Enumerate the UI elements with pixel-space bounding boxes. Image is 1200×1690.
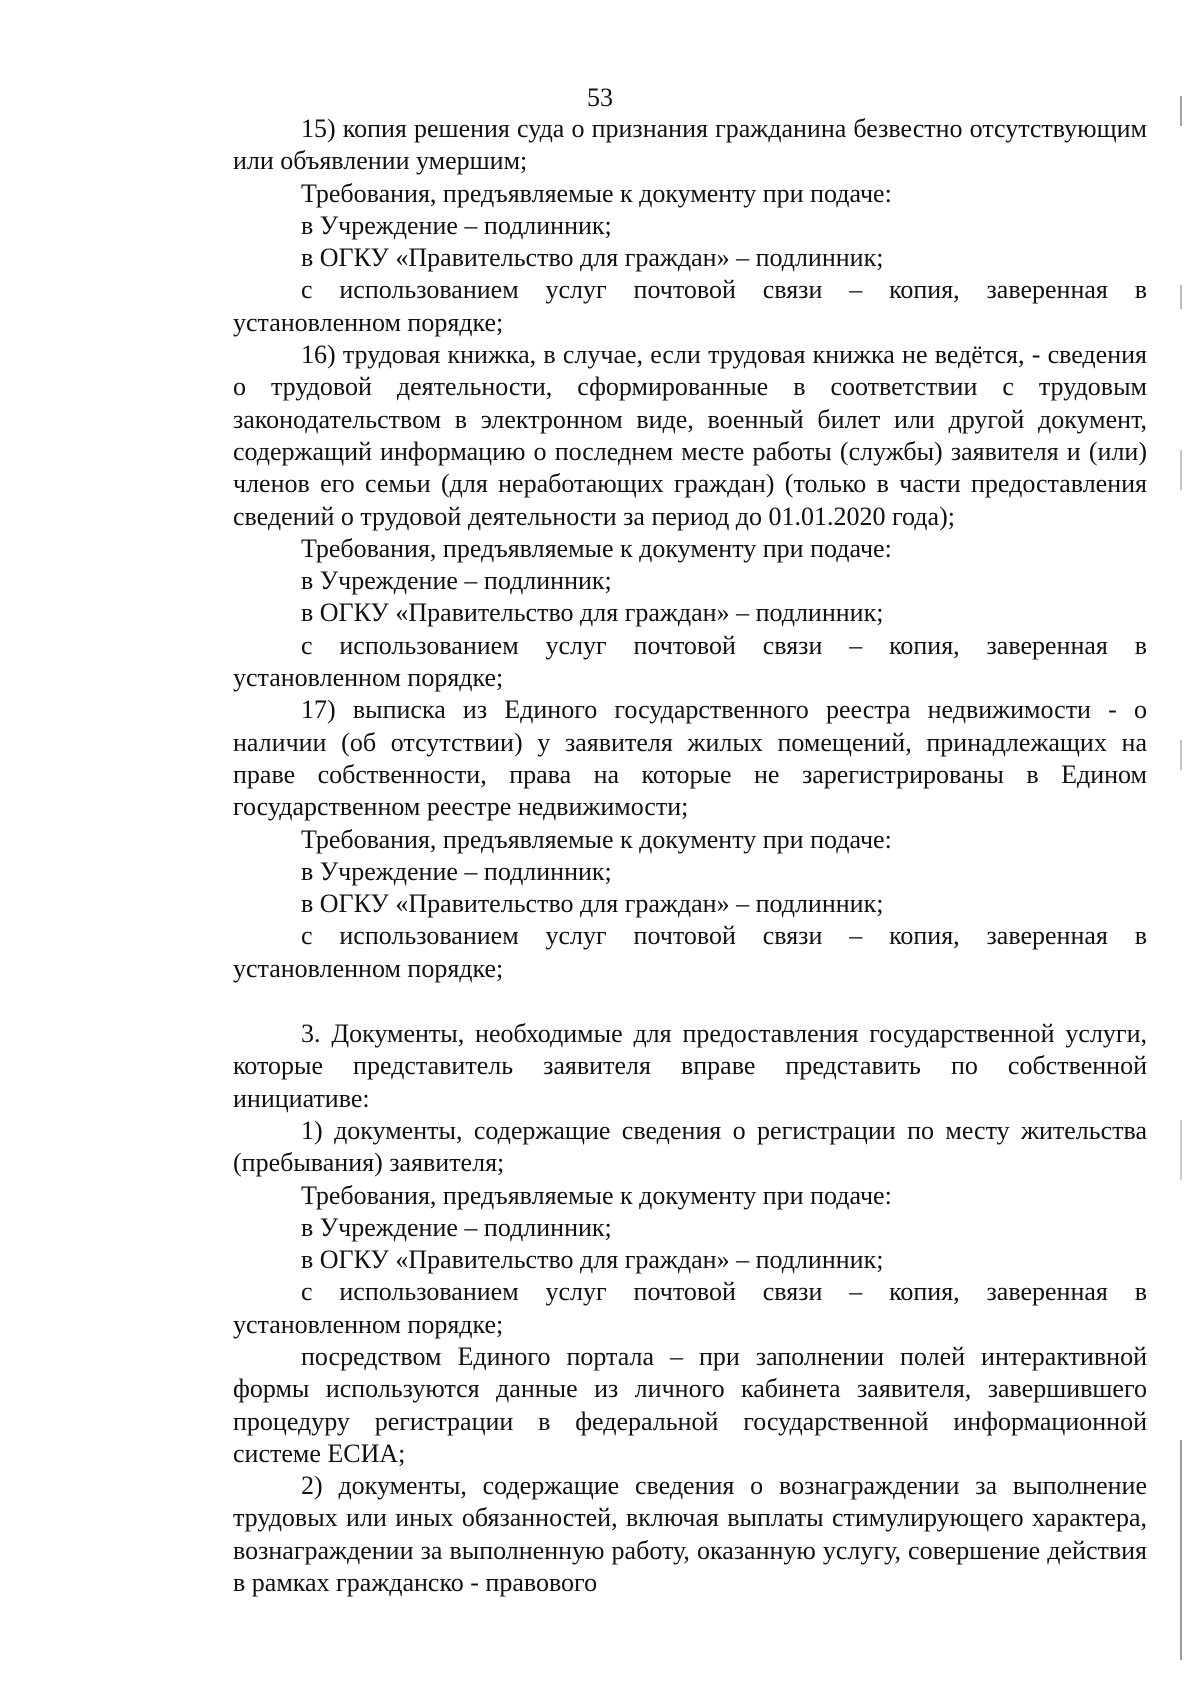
requirement-ogku: в ОГКУ «Правительство для граждан» – подлинник; [301, 243, 884, 273]
requirements-heading: Требования, предъявляемые к документу при подаче: [301, 533, 892, 563]
requirement-postal: с использованием услуг почтовой связи – копия, заверенная в установленном порядке; [233, 275, 1147, 337]
requirements-heading: Требования, предъявляемые к документу при подаче: [301, 178, 892, 208]
scan-artifact [1180, 96, 1182, 126]
scan-artifact [1180, 740, 1182, 770]
scan-artifact [1180, 285, 1182, 309]
paragraph-item-15: 15) копия решения суда о признания гражданина безвестно отсутствующим или объявлении умершим; [233, 114, 1147, 176]
paragraph-item-16: 16) трудовая книжка, в случае, если трудовая книжка не ведётся, - сведения о трудовой деятельности, сформированные в соответствии с трудовым законодательством в электронном виде, военный билет или другой документ, содержащий информацию о последнем месте работы (службы) заявителя и (или) членов его семьи (для неработающих граждан) (только в части предоставления сведений о трудовой деятельности за период до 01.01.2020 года); [233, 340, 1147, 531]
scan-artifact [1180, 1120, 1182, 1180]
body-text [233, 113, 1147, 1599]
requirement-postal: с использованием услуг почтовой связи – копия, заверенная в установленном порядке; [233, 1277, 1147, 1339]
section-3-heading: 3. Документы, необходимые для предоставления государственной услуги, которые представитель заявителя вправе представить по собственной инициативе: [233, 1019, 1147, 1113]
requirement-institution: в Учреждение – подлинник; [301, 566, 612, 596]
requirement-ogku: в ОГКУ «Правительство для граждан» – подлинник; [301, 598, 884, 628]
requirement-institution: в Учреждение – подлинник; [301, 1212, 612, 1242]
requirement-ogku: в ОГКУ «Правительство для граждан» – подлинник; [301, 1245, 884, 1275]
section-gap [233, 985, 1147, 1018]
requirements-heading: Требования, предъявляемые к документу при подаче: [301, 824, 892, 854]
paragraph-item-1: 1) документы, содержащие сведения о регистрации по месту жительства (пребывания) заявителя; [233, 1115, 1147, 1178]
scan-artifact [1180, 1440, 1182, 1660]
scan-artifact [1180, 450, 1182, 490]
requirement-institution: в Учреждение – подлинник; [301, 856, 612, 886]
paragraph-item-17: 17) выписка из Единого государственного реестра недвижимости - о наличии (об отсутствии) у заявителя жилых помещений, принадлежащих на праве собственности, права на которые не зарегистрированы в Едином государственном реестре недвижимости; [233, 695, 1147, 822]
requirement-postal: с использованием услуг почтовой связи – копия, заверенная в установленном порядке; [233, 630, 1147, 693]
paragraph-item-2: 2) документы, содержащие сведения о вознаграждении за выполнение трудовых или иных обязанностей, включая выплаты стимулирующего характера, вознаграждении за выполненную работу, оказанную услугу, совершение действия в рамках гражданско - правового [233, 1471, 1147, 1598]
requirement-institution: в Учреждение – подлинник; [301, 210, 612, 240]
requirements-heading: Требования, предъявляемые к документу при подаче: [301, 1180, 892, 1210]
requirement-ogku: в ОГКУ «Правительство для граждан» – подлинник; [301, 889, 884, 919]
requirement-portal: посредством Единого портала – при заполнении полей интерактивной формы используются данные из личного кабинета заявителя, завершившего процедуру регистрации в федеральной государственной информационной системе ЕСИА; [233, 1341, 1147, 1468]
page-number: 53 [587, 83, 613, 112]
requirement-postal: с использованием услуг почтовой связи – копия, заверенная в установленном порядке; [233, 921, 1147, 983]
